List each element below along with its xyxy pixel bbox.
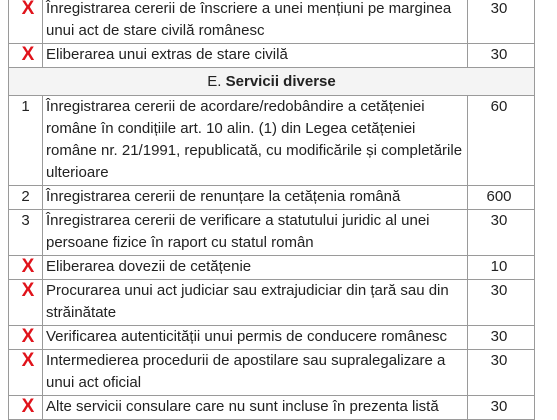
fee-value: 30 [468, 44, 535, 68]
row-marker-cell [9, 0, 43, 44]
service-description: Înregistrarea cererii de înscriere a unei mențiuni pe marginea unui act de stare civilă românesc [43, 0, 468, 44]
x-mark-icon: X [21, 0, 35, 19]
fee-value: 600 [468, 186, 535, 210]
section-heading [9, 68, 535, 96]
row-marker-cell [9, 256, 43, 280]
table-row [9, 44, 535, 68]
service-description: Înregistrarea cererii de acordare/redobândire a cetățeniei române în condițiile art. 10 alin. (1) din Legea cetățeniei române nr. 21/1991, republicată, cu modificările și completările ulterioare [43, 96, 468, 186]
x-mark-icon: X [21, 280, 35, 301]
service-description: Alte servicii consulare care nu sunt incluse în prezenta listă [43, 396, 468, 420]
fee-value: 60 [468, 96, 535, 186]
fee-value: 10 [468, 256, 535, 280]
table-row [9, 396, 535, 420]
x-mark-icon: X [21, 44, 35, 65]
fee-value: 30 [468, 280, 535, 326]
service-description: Intermedierea procedurii de apostilare sau supralegalizare a unui act oficial [43, 350, 468, 396]
row-number: 2 [9, 186, 43, 210]
section-prefix: E. [207, 73, 222, 90]
fee-value: 30 [468, 0, 535, 44]
row-marker-cell [9, 280, 43, 326]
fee-value: 30 [468, 210, 535, 256]
section-header-row [9, 68, 535, 96]
fee-value: 30 [468, 326, 535, 350]
table-row [9, 326, 535, 350]
row-marker-cell [9, 326, 43, 350]
row-marker-cell [9, 44, 43, 68]
service-description: Înregistrarea cererii de renunțare la cetățenia română [43, 186, 468, 210]
table-row [9, 350, 535, 396]
fee-value: 30 [468, 350, 535, 396]
x-mark-icon: X [21, 326, 35, 347]
service-description: Verificarea autenticității unui permis de conducere românesc [43, 326, 468, 350]
row-marker-cell [9, 350, 43, 396]
x-mark-icon: X [21, 350, 35, 371]
table-row [9, 186, 535, 210]
x-mark-icon: X [21, 396, 35, 417]
consular-fee-table [8, 0, 535, 420]
table-row [9, 210, 535, 256]
x-mark-icon: X [21, 256, 35, 277]
row-number: 3 [9, 210, 43, 256]
service-description: Înregistrarea cererii de verificare a statutului juridic al unei persoane fizice în raport cu statul român [43, 210, 468, 256]
table-row [9, 256, 535, 280]
section-title: Servicii diverse [225, 73, 336, 90]
row-marker-cell [9, 396, 43, 420]
service-description: Eliberarea unui extras de stare civilă [43, 44, 468, 68]
table-row [9, 280, 535, 326]
table-row [9, 0, 535, 44]
service-description: Eliberarea dovezii de cetățenie [43, 256, 468, 280]
service-description: Procurarea unui act judiciar sau extrajudiciar din țară sau din străinătate [43, 280, 468, 326]
table-row [9, 96, 535, 186]
fee-value: 30 [468, 396, 535, 420]
row-number: 1 [9, 96, 43, 186]
